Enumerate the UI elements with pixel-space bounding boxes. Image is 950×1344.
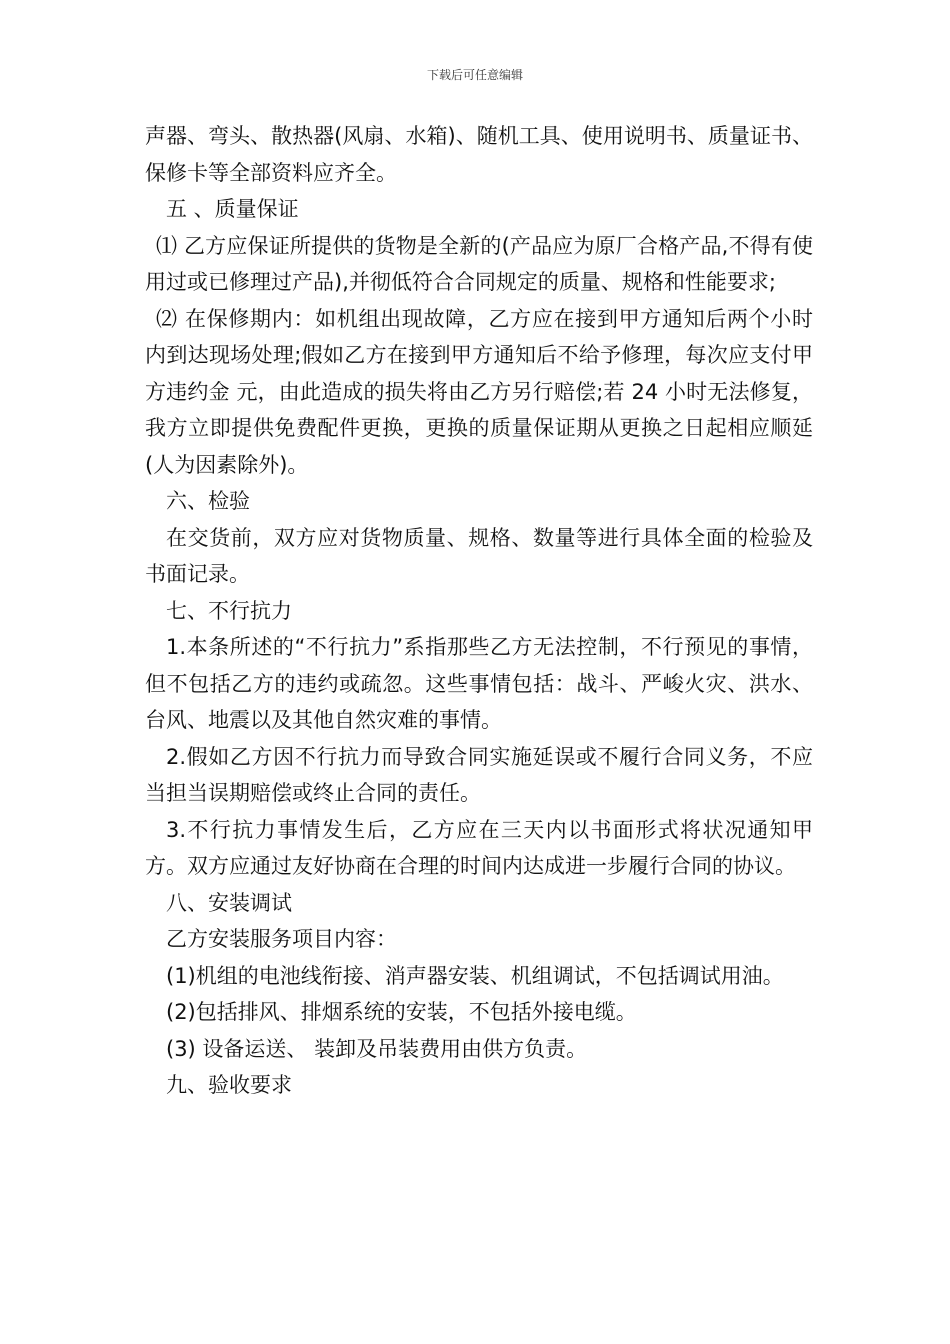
section-heading-inspection: 六、检验 bbox=[166, 489, 250, 513]
paragraph-force-majeure-1: 1.本条所述的“不行抗力”系指那些乙方无法控制，不行预见的事情，但不包括乙方的违约或疏忽。这些事情包括：战斗、严峻火灾、洪水、台风、地震以及其他自然灾难的事情。 bbox=[145, 635, 813, 732]
paragraph-force-majeure-3: 3.不行抗力事情发生后，乙方应在三天内以书面形式将状况通知甲方。双方应通过友好协商在合理的时间内达成进一步履行合同的协议。 bbox=[145, 817, 813, 878]
paragraph-force-majeure-2: 2.假如乙方因不行抗力而导致合同实施延误或不履行合同义务，不应当担当误期赔偿或终止合同的责任。 bbox=[145, 744, 813, 805]
paragraph-inspection: 在交货前，双方应对货物质量、规格、数量等进行具体全面的检验及书面记录。 bbox=[145, 525, 813, 586]
page-header: 下载后可任意编辑 bbox=[426, 68, 523, 82]
section-heading-acceptance: 九、验收要求 bbox=[166, 1073, 292, 1097]
section-heading-installation: 八、安装调试 bbox=[166, 890, 292, 915]
paragraph-installation-intro: 乙方安装服务项目内容： bbox=[166, 927, 397, 951]
paragraph-installation-1: (1)机组的电池线衔接、消声器安装、机组调试，不包括调试用油。 bbox=[166, 963, 784, 988]
paragraph-item-accessories: 声器、弯头、散热器(风扇、水箱)、随机工具、使用说明书、质量证书、保修卡等全部资料应齐全。 bbox=[145, 124, 813, 185]
paragraph-quality-2: ⑵ 在保修期内：如机组出现故障，乙方应在接到甲方通知后两个小时内到达现场处理;假如乙方在接到甲方通知后不给予修理，每次应支付甲方违约金 元，由此造成的损失将由乙方另行赔偿;若 24 小时无法修复，我方立即提供免费配件更换，更换的质量保证期从更换之日起相应顺延(人为因素除外)。 bbox=[145, 306, 813, 477]
section-heading-force-majeure: 七、不行抗力 bbox=[166, 598, 292, 623]
document-body bbox=[145, 118, 813, 1104]
paragraph-installation-3: (3) 设备运送、 装卸及吊装费用由供方负责。 bbox=[166, 1036, 588, 1061]
paragraph-quality-1: ⑴ 乙方应保证所提供的货物是全新的(产品应为原厂合格产品,不得有使用过或已修理过产品),并彻低符合合同规定的质量、规格和性能要求; bbox=[145, 233, 813, 294]
paragraph-installation-2: (2)包括排风、排烟系统的安装，不包括外接电缆。 bbox=[166, 1000, 637, 1024]
section-heading-quality: 五 、质量保证 bbox=[166, 197, 299, 221]
